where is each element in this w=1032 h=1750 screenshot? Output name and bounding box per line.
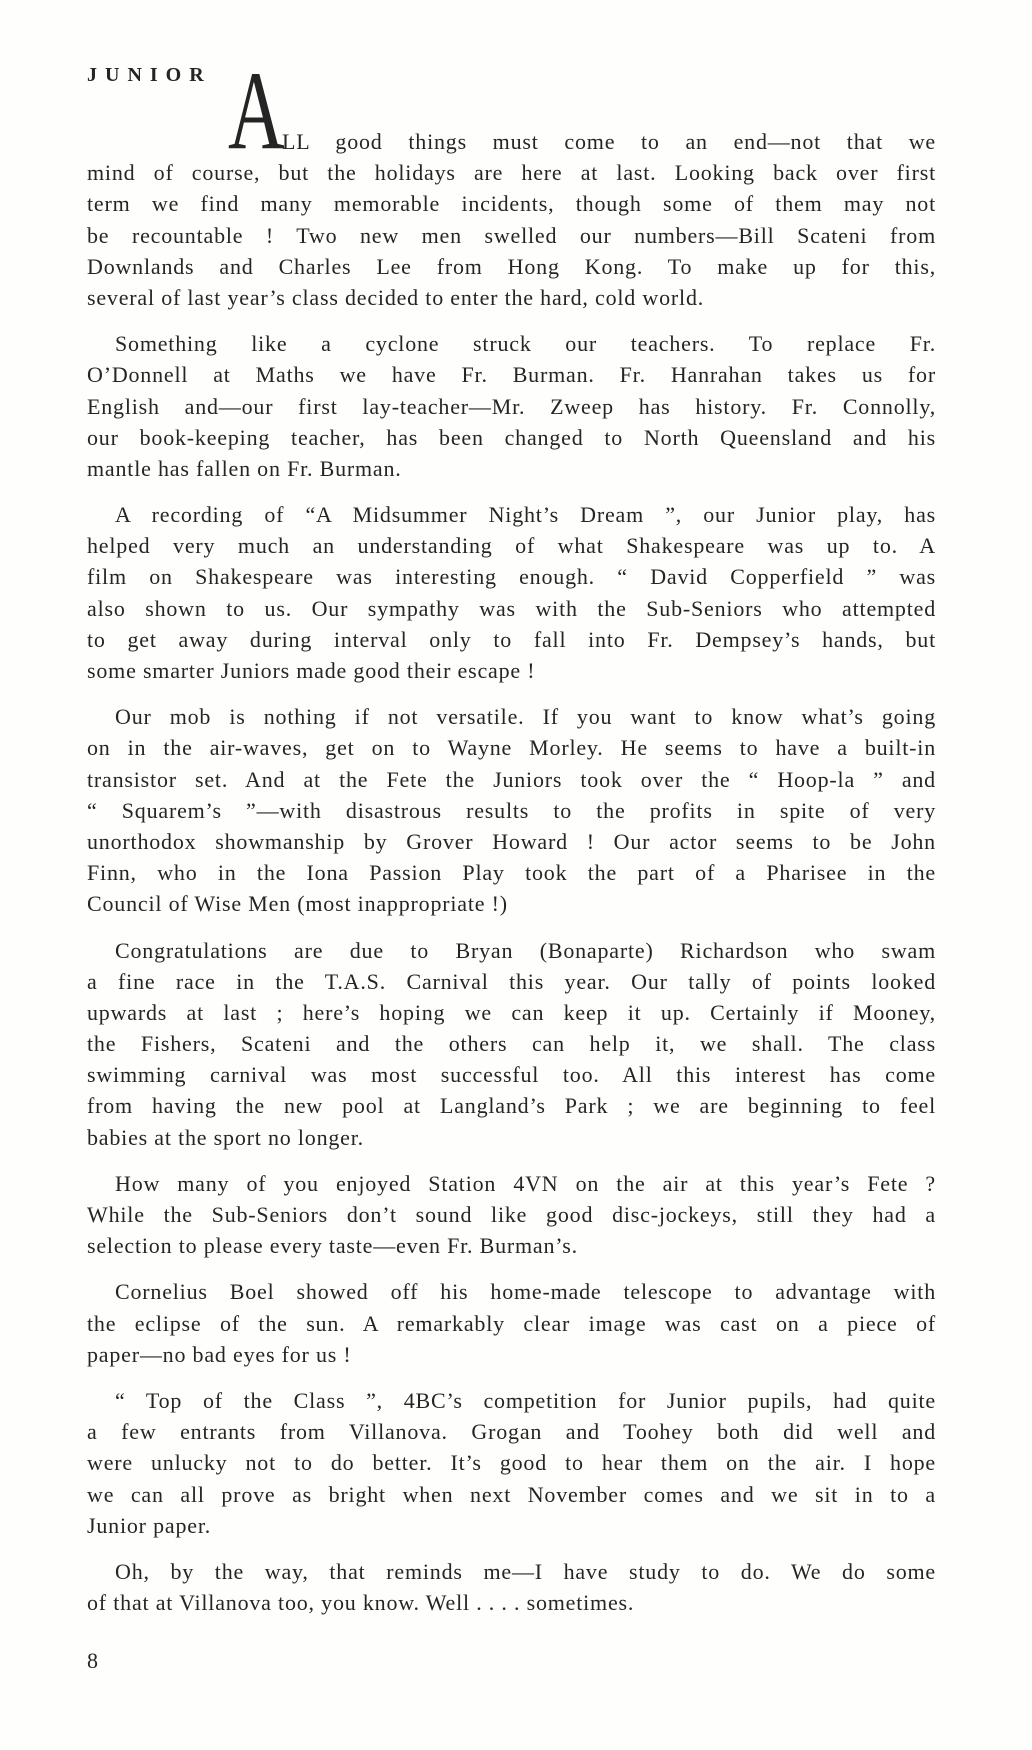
text-line: transistor set. And at the Fete the Juniors took over the “ Hoop-la ” and xyxy=(87,766,936,792)
text-line: our book-keeping teacher, has been changed to North Queensland and his xyxy=(87,424,936,450)
text-line: mind of course, but the holidays are here at last. Looking back over first xyxy=(87,160,936,186)
article-body xyxy=(87,126,936,1633)
text-line: Downlands and Charles Lee from Hong Kong. To make up for this, xyxy=(87,253,936,279)
paragraph xyxy=(87,701,936,919)
text-line: some smarter Juniors made good their escape ! xyxy=(87,658,536,683)
text-line: O’Donnell at Maths we have Fr. Burman. Fr. Hanrahan takes us for xyxy=(87,362,936,388)
paragraph xyxy=(87,1385,936,1541)
text-line: How many of you enjoyed Station 4VN on the air at this year’s Fete ? xyxy=(115,1170,936,1196)
text-line: unorthodox showmanship by Grover Howard ! Our actor seems to be John xyxy=(87,828,936,854)
text-line: on in the air-waves, get on to Wayne Morley. He seems to have a built-in xyxy=(87,735,936,761)
text-line: of that at Villanova too, you know. Well . . . . sometimes. xyxy=(87,1590,635,1616)
text-line: film on Shakespeare was interesting enough. “ David Copperfield ” was xyxy=(87,564,936,590)
paragraph xyxy=(87,935,936,1153)
text-line: Oh, by the way, that reminds me—I have study to do. We do some xyxy=(115,1558,936,1584)
text-line: a fine race in the T.A.S. Carnival this year. Our tally of points looked xyxy=(87,968,936,994)
text-line: Congratulations are due to Bryan (Bonaparte) Richardson who swam xyxy=(115,937,936,963)
text-line: Something like a cyclone struck our teachers. To replace Fr. xyxy=(115,331,936,357)
text-line: babies at the sport no longer. xyxy=(87,1124,364,1150)
text-line: A recording of “A Midsummer Night’s Dream ”, our Junior play, has xyxy=(115,502,936,528)
text-line: to get away during interval only to fall into Fr. Dempsey’s hands, but xyxy=(87,626,936,652)
paragraph xyxy=(87,328,936,484)
text-line: the eclipse of the sun. A remarkably clear image was cast on a piece of xyxy=(87,1310,936,1336)
text-line: Our mob is nothing if not versatile. If you want to know what’s going xyxy=(115,704,936,730)
paragraph xyxy=(87,1276,936,1370)
text-line: “ Squarem’s ”—with disastrous results to the profits in spite of very xyxy=(87,797,936,823)
text-line: several of last year’s class decided to enter the hard, cold world. xyxy=(87,284,705,310)
text-line: helped very much an understanding of what Shakespeare was up to. A xyxy=(87,533,936,559)
paragraph xyxy=(87,126,936,313)
text-line: Junior paper. xyxy=(87,1512,212,1538)
paragraph xyxy=(87,1168,936,1262)
paragraph xyxy=(87,1556,936,1618)
text-line: term we find many memorable incidents, though some of them may not xyxy=(87,191,936,217)
text-line: Cornelius Boel showed off his home-made telescope to advantage with xyxy=(115,1279,936,1305)
paragraph xyxy=(87,499,936,686)
text-line: paper—no bad eyes for us ! xyxy=(87,1341,352,1367)
text-line: upwards at last ; here’s hoping we can keep it up. Certainly if Mooney, xyxy=(87,999,936,1025)
text-line: a few entrants from Villanova. Grogan and Toohey both did well and xyxy=(87,1419,936,1445)
text-line: Council of Wise Men (most inappropriate !) xyxy=(87,891,508,917)
text-line: be recountable ! Two new men swelled our numbers—Bill Scateni from xyxy=(87,222,936,248)
text-line: LL good things must come to an end—not that we xyxy=(282,129,936,154)
section-heading: JUNIOR xyxy=(87,64,212,86)
text-line: the Fishers, Scateni and the others can help it, we shall. The class xyxy=(87,1031,936,1057)
text-line: were unlucky not to do better. It’s good to hear them on the air. I hope xyxy=(87,1450,936,1476)
text-line: we can all prove as bright when next November comes and we sit in to a xyxy=(87,1481,936,1507)
text-line: swimming carnival was most successful too. All this interest has come xyxy=(87,1062,936,1088)
text-line: from having the new pool at Langland’s Park ; we are beginning to feel xyxy=(87,1093,936,1119)
text-line: mantle has fallen on Fr. Burman. xyxy=(87,455,402,481)
text-line: While the Sub-Seniors don’t sound like good disc-jockeys, still they had a xyxy=(87,1202,936,1227)
text-line: selection to please every taste—even Fr. Burman’s. xyxy=(87,1233,578,1259)
text-line: Finn, who in the Iona Passion Play took the part of a Pharisee in the xyxy=(87,860,936,886)
text-line: also shown to us. Our sympathy was with the Sub-Seniors who attempted xyxy=(87,595,936,621)
page-number: 8 xyxy=(87,1648,98,1673)
text-line: “ Top of the Class ”, 4BC’s competition for Junior pupils, had quite xyxy=(115,1387,936,1413)
text-line: English and—our first lay-teacher—Mr. Zweep has history. Fr. Connolly, xyxy=(87,393,936,419)
drop-cap: A xyxy=(228,49,285,173)
